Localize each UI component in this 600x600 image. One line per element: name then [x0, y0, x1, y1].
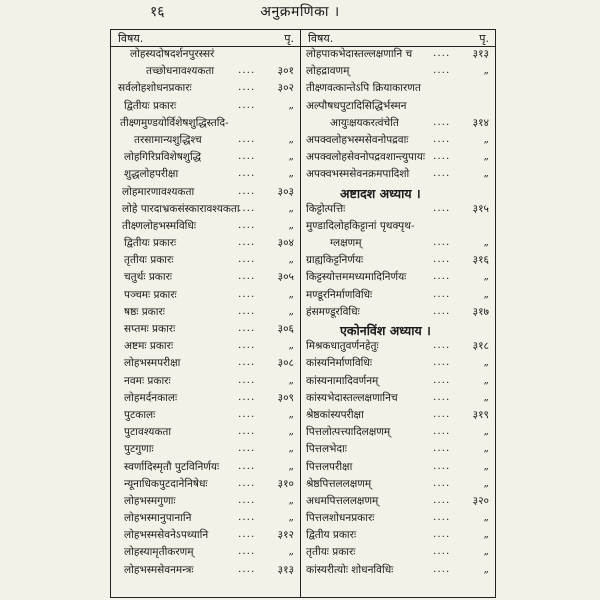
index-entry	[110, 408, 300, 425]
entry-page-number: „	[483, 287, 489, 300]
entry-page-number: „	[288, 442, 294, 455]
index-entry	[110, 185, 300, 202]
subject-header: विषय.	[118, 32, 144, 45]
entry-page-number: „	[288, 425, 294, 438]
entry-title: लोहस्यदोषदर्शनपुरस्सरं	[130, 48, 215, 60]
index-entry	[110, 253, 300, 270]
page-header: पृ.	[479, 32, 489, 45]
leader-dots: ....	[433, 425, 451, 438]
entry-title: शुद्धलोहपरीक्षा	[124, 168, 179, 181]
entry-page-number: ३१२	[277, 529, 294, 542]
leader-dots: ....	[433, 562, 451, 575]
leader-dots: ....	[238, 64, 256, 77]
entry-title: लोहमारणावश्यकता	[122, 185, 195, 198]
entry-title: किट्टोत्पत्तिः	[306, 202, 346, 215]
entry-title: स्वर्णादिस्मृतौ पुटविनिर्णयः	[124, 460, 220, 473]
entry-title: अपक्वलोहभस्मसेवनोपद्रवाः	[306, 133, 409, 146]
leader-dots: ....	[238, 459, 256, 472]
entry-title: तच्छोधनावश्यकता	[146, 65, 215, 78]
running-head: अनुक्रमणिका ।	[260, 4, 340, 20]
entry-title: तीक्ष्णमुण्डयोर्विशेषशुद्धिस्तदि-	[120, 116, 229, 129]
entry-page-number: „	[483, 150, 489, 163]
leader-dots: ....	[238, 132, 256, 145]
entry-title: अपक्वलोहसेवनोपद्रवशान्त्युपायः	[306, 151, 425, 164]
entry-page-number: „	[483, 511, 489, 524]
entry-title: ग्लक्षणम्	[330, 237, 362, 250]
right-column	[300, 30, 495, 580]
index-entry	[110, 563, 300, 580]
entry-page-number: „	[288, 407, 294, 420]
entry-title: पित्तलपरीक्षा	[306, 460, 353, 473]
entry-title: षष्ठः प्रकारः	[124, 305, 165, 318]
index-entry	[300, 477, 495, 494]
entry-title: तीक्ष्णवत्कान्तेऽपि क्रियाकारणत	[306, 82, 421, 95]
leader-dots: ....	[238, 425, 256, 438]
entry-title: चतुर्थः प्रकारः	[124, 271, 172, 284]
left-column-header	[110, 30, 300, 47]
entry-page-number: „	[483, 476, 489, 489]
index-entry	[110, 202, 300, 219]
leader-dots: ....	[433, 339, 451, 352]
index-entry	[300, 64, 495, 81]
leader-dots: ....	[433, 304, 451, 317]
entry-title: द्वितीय प्रकारः	[306, 529, 357, 542]
index-entry	[110, 460, 300, 477]
entry-title: लोहगिरिप्रविशेषशुद्धि	[124, 151, 202, 164]
index-entry	[300, 47, 495, 64]
entry-title: मुण्डादिलोहकिट्टानां पृथक्पृथ-	[306, 219, 415, 232]
leader-dots: ....	[238, 528, 256, 541]
leader-dots: ....	[238, 201, 256, 214]
entry-page-number: „	[483, 545, 489, 558]
leader-dots: ....	[238, 373, 256, 386]
index-entry	[110, 494, 300, 511]
index-entry	[300, 563, 495, 580]
leader-dots: ....	[433, 459, 451, 472]
index-entry	[110, 322, 300, 339]
index-entry	[300, 442, 495, 459]
leader-dots: ....	[238, 442, 256, 455]
entry-title: कांस्यनामादिवर्णनम्	[306, 374, 379, 387]
entry-page-number: „	[288, 304, 294, 317]
leader-dots: ....	[433, 511, 451, 524]
entry-title: लोहपाकभेदास्तल्लक्षणानि च	[306, 48, 413, 60]
index-entry	[300, 494, 495, 511]
entry-title: न्यूनाधिकपुटदानेनिषेधः	[124, 477, 208, 490]
entry-title: मिश्रकधातुवर्णनहेतुः	[306, 340, 379, 353]
leader-dots: ....	[238, 287, 256, 300]
leader-dots: ....	[238, 493, 256, 506]
leader-dots: ....	[433, 407, 451, 420]
entry-page-number: „	[483, 442, 489, 455]
index-entry	[300, 339, 495, 356]
entry-page-number: „	[483, 356, 489, 369]
entry-title: लोहस्यामृतीकरणम्	[124, 546, 194, 559]
leader-dots: ....	[433, 528, 451, 541]
index-entry	[300, 253, 495, 270]
entry-page-number: „	[288, 218, 294, 231]
index-entry	[300, 408, 495, 425]
entry-title: श्रेष्ठकांस्यपरीक्षा	[306, 408, 364, 421]
leader-dots: ....	[238, 545, 256, 558]
index-entry	[300, 167, 495, 184]
index-entry	[110, 99, 300, 116]
index-entry	[300, 391, 495, 408]
entry-title: पित्तलशोधनप्रकारः	[306, 512, 375, 525]
leader-dots: ....	[433, 236, 451, 249]
entry-title: पञ्चमः प्रकारः	[124, 288, 177, 301]
leader-dots: ....	[433, 373, 451, 386]
entry-title: लोहभस्मसेवनमन्त्रः	[124, 563, 194, 576]
index-entry	[300, 460, 495, 477]
leader-dots: ....	[238, 322, 256, 334]
leader-dots: ....	[433, 167, 451, 180]
leader-dots: ....	[433, 442, 451, 455]
entry-title: लोहभस्मगुणाः	[124, 494, 176, 507]
entry-title: लोहद्रावणम्	[306, 65, 350, 78]
entry-page-number: „	[288, 373, 294, 386]
index-entry	[300, 99, 495, 116]
entry-title: श्रेष्ठपित्तललक्षणम्	[306, 477, 372, 490]
entry-page-number: „	[483, 562, 489, 575]
leader-dots: ....	[238, 562, 256, 575]
entry-title: तीक्ष्णलोहभस्मविधिः	[122, 219, 196, 232]
entry-page-number: ३१९	[472, 408, 489, 421]
entry-page-number: „	[288, 339, 294, 352]
entry-page-number: ३१३	[277, 563, 294, 576]
entry-page-number: „	[483, 64, 489, 77]
entry-title: द्वितीयः प्रकारः	[124, 237, 177, 250]
leader-dots: ....	[238, 356, 256, 369]
entry-page-number: ३१५	[472, 202, 489, 215]
entry-page-number: „	[288, 287, 294, 300]
entry-title: पुटावश्यकता	[124, 426, 172, 439]
right-border-rule	[495, 30, 496, 598]
leader-dots: ....	[433, 493, 451, 506]
index-entry	[300, 219, 495, 236]
leader-dots: ....	[238, 407, 256, 420]
entry-title: अपक्वभस्मसेवनक्रमपादिशो	[306, 168, 410, 181]
entry-page-number: „	[288, 167, 294, 180]
entry-page-number: „	[288, 201, 294, 214]
left-entries	[110, 47, 300, 580]
entry-page-number: „	[288, 493, 294, 506]
entry-title: लोहभस्मपरीक्षा	[124, 357, 181, 370]
entry-page-number: „	[483, 390, 489, 403]
entry-title: पित्तलोत्पत्त्यादिलक्षणम्	[306, 426, 391, 439]
entry-page-number: „	[288, 150, 294, 163]
entry-page-number: ३१३	[472, 48, 489, 60]
entry-title: कांस्यभेदास्तल्लक्षणानिच	[306, 391, 398, 404]
entry-page-number: ३२०	[472, 494, 489, 507]
index-entry	[110, 64, 300, 81]
leader-dots: ....	[433, 476, 451, 489]
entry-title: हंसमण्डूरविधिः	[306, 305, 360, 318]
entry-title: द्वितीयः प्रकारः	[124, 99, 177, 112]
index-entry	[110, 511, 300, 528]
entry-title: पुटगुणाः	[124, 443, 154, 456]
chapter-heading	[300, 185, 495, 202]
entry-page-number: ३०३	[277, 185, 294, 198]
entry-page-number: „	[483, 459, 489, 472]
entry-page-number: „	[288, 511, 294, 524]
entry-title: कांस्यरीत्योः शोधनविधिः	[306, 563, 394, 576]
index-entry	[300, 288, 495, 305]
entry-page-number: „	[288, 98, 294, 111]
leader-dots: ....	[238, 81, 256, 94]
index-entry	[110, 442, 300, 459]
leader-dots: ....	[433, 287, 451, 300]
entry-page-number: ३१७	[472, 305, 489, 318]
leader-dots: ....	[238, 304, 256, 317]
subject-header: विषय.	[308, 32, 334, 45]
index-entry	[110, 545, 300, 562]
index-entry	[110, 133, 300, 150]
index-entry	[110, 528, 300, 545]
index-entry	[110, 47, 300, 64]
index-entry	[300, 545, 495, 562]
entry-title: लोहे पारदाभ्रकसंस्कारावश्यकता	[122, 202, 240, 215]
entry-title: आयुःक्षयकरत्वंचेति	[330, 116, 399, 129]
index-entry	[110, 391, 300, 408]
leader-dots: ....	[238, 150, 256, 163]
leader-dots: ....	[238, 270, 256, 283]
leader-dots: ....	[238, 98, 256, 111]
entry-title: पुटकालः	[124, 408, 156, 421]
entry-page-number: ३१६	[472, 254, 489, 267]
index-entry	[300, 236, 495, 253]
index-entry	[300, 305, 495, 322]
entry-title: एकोनविंश अध्याय ।	[340, 323, 431, 338]
entry-page-number: ३१८	[472, 340, 489, 353]
entry-title: लोहभस्मानुपानानि	[124, 512, 192, 525]
index-entry	[110, 116, 300, 133]
entry-title: ग्राह्यकिट्टनिर्णयः	[306, 254, 364, 267]
entry-page-number: ३१४	[472, 116, 489, 129]
leader-dots: ....	[433, 115, 451, 128]
entry-page-number: „	[483, 373, 489, 386]
index-entry	[300, 374, 495, 391]
index-entry	[110, 236, 300, 253]
bottom-rule	[110, 597, 496, 598]
page-header: पृ.	[284, 32, 294, 45]
entry-title: लोहमर्दनकालः	[124, 391, 178, 404]
entry-title: सर्वलोहशोधनप्रकारः	[118, 82, 192, 95]
entry-page-number: „	[483, 528, 489, 541]
index-entry	[300, 270, 495, 287]
leader-dots: ....	[433, 545, 451, 558]
entry-title: अष्टमः प्रकारः	[124, 340, 174, 353]
leader-dots: ....	[238, 218, 256, 231]
index-entry	[110, 339, 300, 356]
entry-page-number: „	[288, 253, 294, 266]
index-entry	[110, 270, 300, 287]
entry-title: लोहभस्मसेवनेऽपथ्यानि	[124, 529, 209, 542]
left-column	[110, 30, 300, 580]
entry-page-number: „	[483, 236, 489, 249]
entry-page-number: ३०९	[277, 391, 294, 404]
index-entry	[300, 356, 495, 373]
entry-page-number: „	[483, 270, 489, 283]
entry-page-number: „	[483, 132, 489, 145]
index-entry	[300, 202, 495, 219]
index-entry	[300, 425, 495, 442]
leader-dots: ....	[433, 201, 451, 214]
entry-page-number: „	[483, 167, 489, 180]
leader-dots: ....	[238, 511, 256, 524]
index-entry	[300, 528, 495, 545]
entry-page-number: ३०६	[277, 323, 294, 335]
chapter-heading	[300, 322, 495, 339]
entry-title: पित्तलभेदाः	[306, 443, 347, 456]
page-number: १६	[150, 4, 165, 20]
entry-page-number: „	[288, 545, 294, 558]
leader-dots: ....	[238, 167, 256, 180]
leader-dots: ....	[238, 339, 256, 352]
entry-page-number: ३०१	[277, 65, 294, 78]
entry-page-number: ३०८	[277, 357, 294, 370]
index-entry	[110, 477, 300, 494]
entry-page-number: ३१०	[277, 477, 294, 490]
index-entry	[110, 81, 300, 98]
entry-title: किट्टस्योत्तममध्यमादिनिर्णयः	[306, 271, 407, 284]
index-entry	[110, 305, 300, 322]
index-entry	[110, 219, 300, 236]
index-entry	[300, 150, 495, 167]
leader-dots: ....	[433, 270, 451, 283]
entry-title: अल्पौषधपुटादिसिद्धिर्भस्मन	[306, 99, 407, 112]
index-entry	[110, 150, 300, 167]
entry-page-number: ३०५	[277, 271, 294, 284]
index-entry	[300, 116, 495, 133]
entry-title: अधमपित्तललक्षणम्	[306, 494, 379, 507]
entry-page-number: „	[288, 132, 294, 145]
entry-title: सप्तमः प्रकारः	[124, 323, 176, 335]
entry-page-number: „	[483, 425, 489, 438]
leader-dots: ....	[238, 236, 256, 249]
index-entry	[110, 356, 300, 373]
right-entries	[300, 47, 495, 580]
leader-dots: ....	[238, 253, 256, 266]
entry-page-number: ३०४	[277, 237, 294, 250]
entry-title: तृतीयः प्रकारः	[124, 254, 174, 267]
entry-page-number: „	[288, 459, 294, 472]
entry-title: नवमः प्रकारः	[124, 374, 171, 387]
leader-dots: ....	[238, 184, 256, 197]
entry-title: अष्टादश अध्याय ।	[340, 185, 421, 201]
entry-title: तृतीयः प्रकारः	[306, 546, 356, 559]
index-entry	[110, 374, 300, 391]
index-entry	[300, 511, 495, 528]
leader-dots: ....	[238, 390, 256, 403]
entry-title: कांस्यनिर्माणविधिः	[306, 357, 372, 370]
right-column-header	[300, 30, 495, 47]
index-entry	[300, 133, 495, 150]
entry-title: तरसामान्यशुद्धिश्च	[134, 133, 202, 146]
index-entry	[110, 167, 300, 184]
leader-dots: ....	[433, 253, 451, 266]
index-entry	[110, 425, 300, 442]
entry-page-number: ३०२	[277, 82, 294, 95]
leader-dots: ....	[433, 64, 451, 77]
leader-dots: ....	[238, 476, 256, 489]
leader-dots: ....	[433, 356, 451, 369]
leader-dots: ....	[433, 132, 451, 145]
leader-dots: ....	[433, 47, 451, 59]
leader-dots: ....	[433, 150, 451, 163]
index-entry	[110, 288, 300, 305]
leader-dots: ....	[433, 390, 451, 403]
entry-title: मण्डूरनिर्माणविधिः	[306, 288, 373, 301]
index-entry	[300, 81, 495, 98]
